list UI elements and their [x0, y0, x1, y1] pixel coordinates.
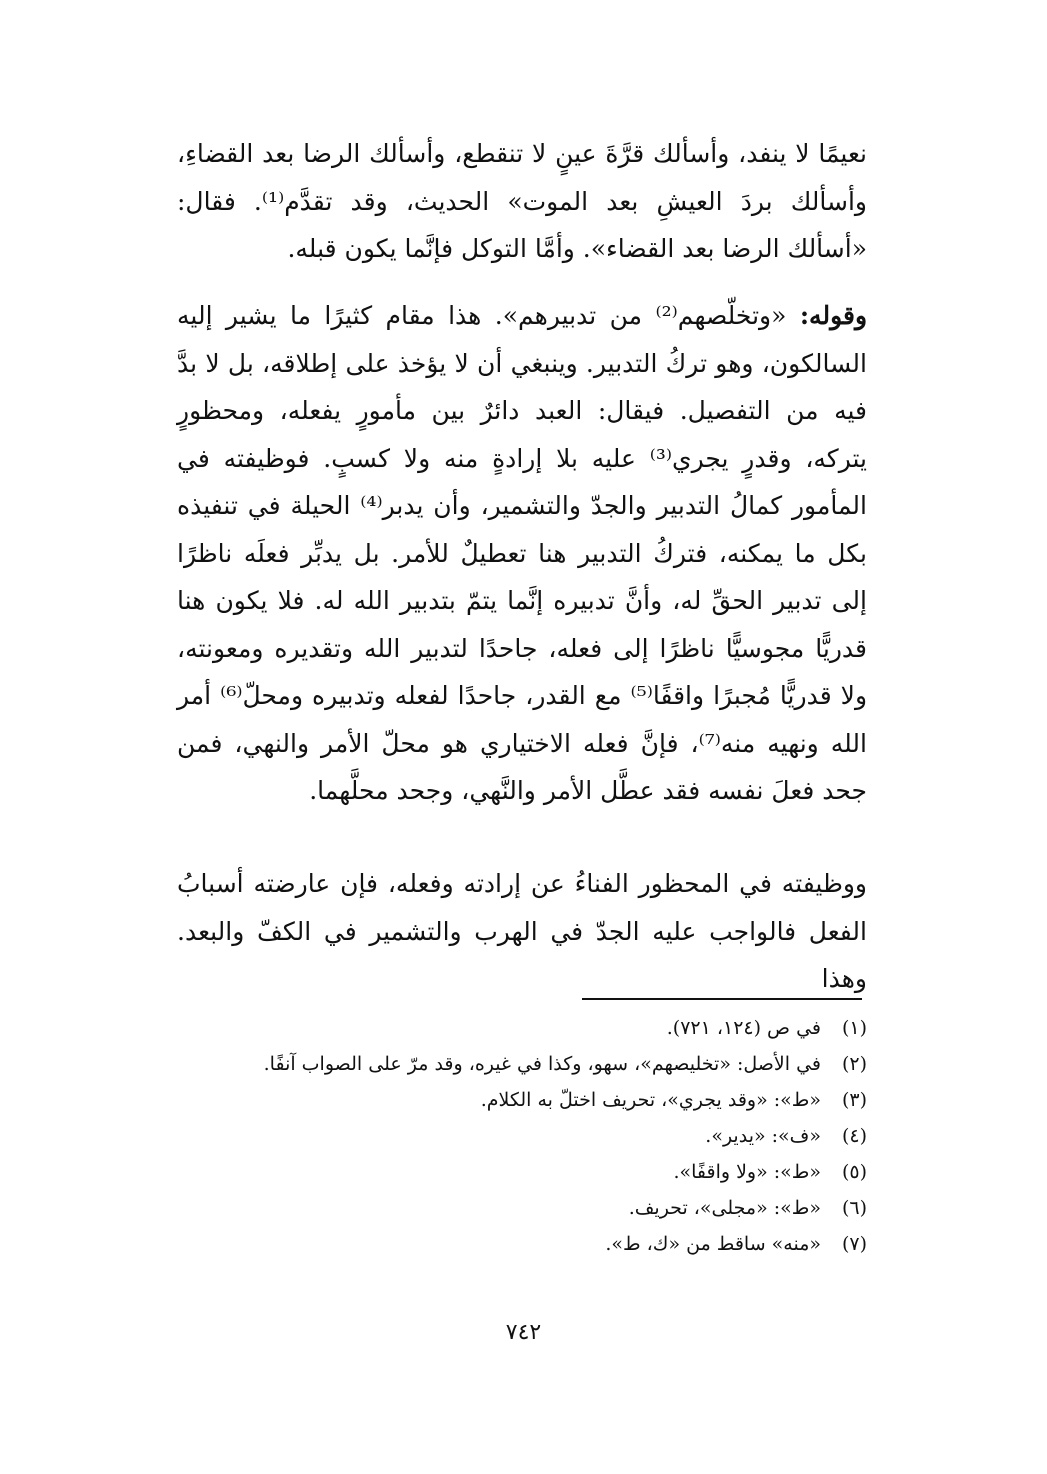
footnote-text: «ط»: «ولا واقفًا». — [673, 1161, 821, 1183]
footnote-6 — [177, 1190, 867, 1226]
footnote-text: في ص (١٢٤، ٧٢١). — [666, 1017, 821, 1039]
footnote-4 — [177, 1118, 867, 1154]
paragraph-1-text: نعيمًا لا ينفد، وأسألك قرَّةَ عينٍ لا تنقطع، وأسألك الرضا بعد القضاءِ، وأسألك بردَ العيشِ بعد الموت» الحديث، وقد تقدَّم⁽¹⁾. فقال: «أسألك الرضا بعد القضاء». وأمَّا التوكل فإنَّما يكون قبله. — [177, 139, 867, 263]
paragraph-2-lead: وقوله: — [799, 301, 868, 330]
footnote-text: «منه» ساقط من «ك، ط». — [605, 1233, 821, 1255]
footnote-5 — [177, 1154, 867, 1190]
paragraph-3-text: ووظيفته في المحظور الفناءُ عن إرادته وفعله، فإن عارضته أسبابُ الفعل فالواجب عليه الجدّ في الهرب والتشمير في الكفّ والبعد. وهذا — [177, 869, 867, 993]
footnote-text: «ط»: «مجلى»، تحريف. — [628, 1197, 821, 1219]
footnote-number: (١) — [841, 1017, 867, 1039]
paragraph-3 — [177, 860, 867, 1003]
footnote-1 — [177, 1010, 867, 1046]
footnote-3 — [177, 1082, 867, 1118]
footnote-number: (٦) — [841, 1197, 867, 1219]
footnote-number: (٤) — [841, 1125, 867, 1147]
footnote-7 — [177, 1226, 867, 1262]
paragraph-2 — [177, 292, 867, 815]
footnote-text: «ف»: «يدير». — [705, 1125, 821, 1147]
footnote-number: (٧) — [841, 1233, 867, 1255]
footnote-number: (٥) — [841, 1161, 867, 1183]
footnote-2 — [177, 1046, 867, 1082]
footnote-divider — [582, 998, 862, 1000]
footnote-text: في الأصل: «تخليصهم»، سهو، وكذا في غيره، وقد مرّ على الصواب آنفًا. — [263, 1053, 821, 1075]
footnotes-list — [177, 1010, 867, 1262]
footnote-text: «ط»: «وقد يجري»، تحريف اختلّ به الكلام. — [480, 1089, 821, 1111]
footnote-number: (٢) — [841, 1053, 867, 1075]
page-number: ٧٤٢ — [505, 1320, 542, 1345]
paragraph-1 — [177, 130, 867, 273]
footnote-number: (٣) — [841, 1089, 867, 1111]
paragraph-2-text: «وتخلّصهم⁽²⁾ من تدبيرهم». هذا مقام كثيرًا ما يشير إليه السالكون، وهو تركُ التدبير. وينبغي أن لا يؤخذ على إطلاقه، بل لا بدَّ فيه من التفصيل. فيقال: العبد دائرٌ بين مأمورٍ يفعله، ومحظورٍ يتركه، وقدرٍ يجري⁽³⁾ عليه بلا إرادةٍ منه ولا كسبٍ. فوظيفته في المأمور كمالُ التدبير والجدّ والتشمير، وأن يدبر⁽⁴⁾ الحيلة في تنفيذه بكل ما يمكنه، فتركُ التدبير هنا تعطيلٌ للأمر. بل يدبِّر فعلَه ناظرًا إلى تدبير الحقِّ له، وأنَّ تدبيره إنَّما يتمّ بتدبير الله له. فلا يكون هنا قدريًّا مجوسيًّا ناظرًا إلى فعله، جاحدًا لتدبير الله وتقديره ومعونته، ولا قدريًّا مُجبرًا واقفًا⁽⁵⁾ مع القدر، جاحدًا لفعله وتدبيره ومحلّ⁽⁶⁾ أمر الله ونهيه منه⁽⁷⁾، فإنَّ فعله الاختياري هو محلّ الأمر والنهي، فمن جحد فعلَ نفسه فقد عطَّل الأمر والنَّهي، وجحد محلَّهما. — [177, 301, 868, 805]
